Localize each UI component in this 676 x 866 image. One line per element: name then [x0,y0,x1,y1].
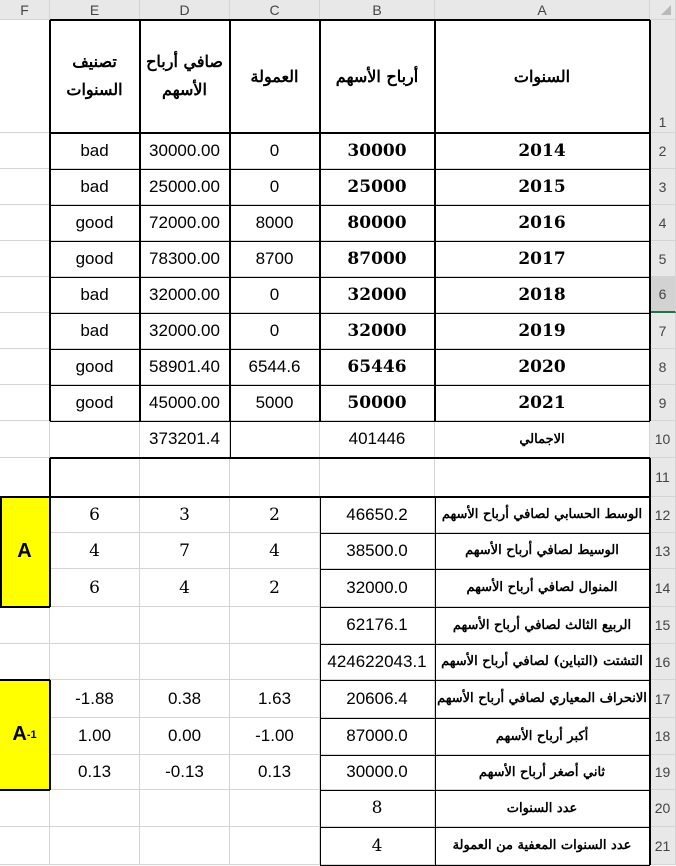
stat-d-cell[interactable]: 4 [140,569,230,607]
cell-f4[interactable] [0,205,50,241]
border-line [0,789,50,791]
border-line [49,458,51,497]
stat-c-cell[interactable]: 2 [230,569,320,607]
row-header-5[interactable]: 5 [650,241,676,277]
net-dividend-cell[interactable]: 58901.40 [140,349,230,385]
stat-label-cell[interactable]: الوسط الحسابي لصافي أرباح الأسهم [435,497,650,533]
border-line [0,496,50,498]
net-dividend-cell[interactable]: 32000.00 [140,313,230,349]
cell-f7[interactable] [0,313,50,349]
row-header-7[interactable]: 7 [650,313,676,349]
classification-cell[interactable]: bad [50,277,140,313]
net-dividend-cell[interactable]: 25000.00 [140,169,230,205]
dividend-cell[interactable]: 25000 [320,169,435,205]
stat-value-cell[interactable]: 8 [320,790,435,827]
net-dividend-cell[interactable]: 78300.00 [140,241,230,277]
cell-f6[interactable] [0,277,50,313]
stat-label-cell[interactable]: أكبر أرباح الأسهم [435,718,650,755]
stat-e-cell[interactable] [50,790,140,827]
row-header-14[interactable]: 14 [650,569,676,607]
stat-value-cell[interactable]: 32000.0 [320,569,435,607]
net-dividend-cell[interactable]: 72000.00 [140,205,230,241]
classification-cell[interactable]: bad [50,313,140,349]
net-dividend-cell[interactable]: 45000.00 [140,385,230,421]
stat-c-cell[interactable] [230,827,320,865]
net-dividend-cell[interactable]: 30000.00 [140,133,230,169]
row-header-18[interactable]: 18 [650,718,676,755]
cell-f5[interactable] [0,241,50,277]
classification-cell[interactable]: good [50,205,140,241]
cell-f9[interactable] [0,385,50,421]
border-line [320,644,650,645]
total-net-dividends[interactable]: 373201.4 [140,421,230,458]
cell-d11[interactable] [140,458,230,497]
stat-d-cell[interactable]: 7 [140,533,230,569]
classification-cell[interactable]: good [50,349,140,385]
stat-e-cell[interactable] [50,644,140,680]
cell-f11[interactable] [0,458,50,497]
stat-e-cell[interactable] [50,607,140,644]
stat-c-cell[interactable]: -1.00 [230,718,320,755]
stat-e-cell[interactable]: 0.13 [50,755,140,790]
stat-d-cell[interactable] [140,644,230,680]
stat-d-cell[interactable] [140,790,230,827]
stat-value-cell[interactable]: 20606.4 [320,680,435,718]
border-line [320,569,650,570]
row-header-4[interactable]: 4 [650,205,676,241]
column-header-f[interactable]: F [0,0,50,20]
stat-d-cell[interactable]: 0.00 [140,718,230,755]
commission-cell[interactable]: 6544.6 [230,349,320,385]
dividend-cell[interactable]: 32000 [320,313,435,349]
header-dividends[interactable]: أرباح الأسهم [320,20,435,133]
row-header-15[interactable]: 15 [650,607,676,644]
matrix-a-inverse-base: A [12,723,27,745]
stat-e-cell[interactable] [50,827,140,865]
commission-cell[interactable]: 0 [230,133,320,169]
stat-value-cell[interactable]: 4 [320,827,435,865]
stat-c-cell[interactable] [230,607,320,644]
row-header-8[interactable]: 8 [650,349,676,385]
commission-cell[interactable]: 5000 [230,385,320,421]
border-line [435,497,436,865]
stat-c-cell[interactable] [230,790,320,827]
border-line [320,755,650,756]
border-line [49,20,51,421]
border-line [49,497,51,607]
year-cell[interactable]: 2020 [435,349,650,385]
stat-label-cell[interactable]: التشتت (التباين) لصافي أرباح الأسهم [435,644,650,680]
stat-e-cell[interactable]: -1.88 [50,680,140,718]
border-line [320,497,321,865]
cell-f10[interactable] [0,421,50,458]
column-header-c[interactable]: C [230,0,320,20]
commission-cell[interactable]: 0 [230,313,320,349]
stat-c-cell[interactable]: 2 [230,497,320,533]
column-header-d[interactable]: D [140,0,230,20]
header-commission[interactable]: العمولة [230,20,320,133]
border-line [649,20,651,421]
classification-cell[interactable]: bad [50,133,140,169]
border-line [320,718,650,719]
border-line [50,457,650,459]
dividend-cell[interactable]: 30000 [320,133,435,169]
row-header-17[interactable]: 17 [650,680,676,718]
dividend-cell[interactable]: 32000 [320,277,435,313]
stat-c-cell[interactable]: 4 [230,533,320,569]
border-line [139,20,141,421]
stat-value-cell[interactable]: 87000.0 [320,718,435,755]
cell-f16[interactable] [0,644,50,680]
stat-label-cell[interactable]: المنوال لصافي أرباح الأسهم [435,569,650,607]
cell-f15[interactable] [0,607,50,644]
border-line [0,606,50,608]
select-all-triangle-icon [661,5,671,15]
dividend-cell[interactable]: 87000 [320,241,435,277]
stat-label-cell[interactable]: عدد السنوات المعفية من العمولة [435,827,650,865]
matrix-a-inverse-label[interactable] [0,680,50,790]
stat-label-cell[interactable]: ثاني أصغر أرباح الأسهم [435,755,650,790]
row-header-21[interactable]: 21 [650,827,676,865]
commission-cell[interactable]: 8000 [230,205,320,241]
border-line [434,20,436,421]
year-cell[interactable]: 2021 [435,385,650,421]
border-line [229,20,231,421]
row-header-2[interactable]: 2 [650,133,676,169]
select-all-corner[interactable] [650,0,676,20]
stat-c-cell[interactable] [230,644,320,680]
row-header-1[interactable]: 1 [650,20,676,133]
classification-cell[interactable]: good [50,385,140,421]
stat-label-cell[interactable]: الربيع الثالث لصافي أرباح الأسهم [435,607,650,644]
stat-d-cell[interactable]: 0.38 [140,680,230,718]
dividend-cell[interactable]: 65446 [320,349,435,385]
cell-a11[interactable] [435,458,650,497]
row-header-11[interactable]: 11 [650,458,676,497]
stat-c-cell[interactable]: 1.63 [230,680,320,718]
cell-c10[interactable] [230,421,320,458]
cell-b11[interactable] [320,458,435,497]
total-dividends[interactable]: 401446 [320,421,435,458]
row-header-12[interactable]: 12 [650,497,676,533]
border-line [320,827,650,828]
stat-d-cell[interactable]: 3 [140,497,230,533]
stat-label-cell[interactable]: الانحراف المعياري لصافي أرباح الأسهم [435,680,650,718]
stat-label-cell[interactable]: عدد السنوات [435,790,650,827]
net-dividend-cell[interactable]: 32000.00 [140,277,230,313]
stat-c-cell[interactable]: 0.13 [230,755,320,790]
border-line [50,496,650,498]
border-line [320,680,650,681]
border-line [320,607,650,608]
year-cell[interactable]: 2016 [435,205,650,241]
matrix-a-label[interactable]: A [0,497,50,607]
border-line [0,497,2,607]
classification-cell[interactable]: bad [50,169,140,205]
stat-e-cell[interactable]: 4 [50,533,140,569]
commission-cell[interactable]: 0 [230,169,320,205]
year-cell[interactable]: 2017 [435,241,650,277]
border-line [49,680,51,790]
matrix-a-inverse-exponent: -1 [26,728,37,741]
year-cell[interactable]: 2019 [435,313,650,349]
classification-cell[interactable]: good [50,241,140,277]
border-line [320,533,650,534]
stat-d-cell[interactable] [140,607,230,644]
cell-f8[interactable] [0,349,50,385]
row-header-10[interactable]: 10 [650,421,676,458]
border-line [50,421,650,422]
header-years[interactable]: السنوات [435,20,650,133]
year-cell[interactable]: 2014 [435,133,650,169]
column-header-e[interactable]: E [50,0,140,20]
stat-label-cell[interactable]: الوسيط لصافي أرباح الأسهم [435,533,650,569]
header-year-classification[interactable]: تصنيف السنوات [50,20,140,133]
border-line [0,679,50,681]
cell-f20[interactable] [0,790,50,827]
dividend-cell[interactable]: 80000 [320,205,435,241]
row-header-3[interactable]: 3 [650,169,676,205]
border-line [649,497,651,865]
commission-cell[interactable]: 0 [230,277,320,313]
year-cell[interactable]: 2018 [435,277,650,313]
commission-cell[interactable]: 8700 [230,241,320,277]
stat-e-cell[interactable]: 6 [50,569,140,607]
border-line [319,20,321,421]
stat-value-cell[interactable]: 46650.2 [320,497,435,533]
cell-c11[interactable] [230,458,320,497]
row-header-9[interactable]: 9 [650,385,676,421]
stat-value-cell[interactable]: 30000.0 [320,755,435,790]
row-header-20[interactable]: 20 [650,790,676,827]
cell-e11[interactable] [50,458,140,497]
border-line [320,790,650,791]
stat-value-cell[interactable]: 62176.1 [320,607,435,644]
stat-value-cell[interactable]: 424622043.1 [320,644,435,680]
row-header-19[interactable]: 19 [650,755,676,790]
cell-f1[interactable] [0,20,50,133]
column-header-a[interactable]: A [435,0,650,20]
dividend-cell[interactable]: 50000 [320,385,435,421]
row-header-6[interactable]: 6 [650,277,676,313]
cell-f2[interactable] [0,133,50,169]
row-header-16[interactable]: 16 [650,644,676,680]
stat-value-cell[interactable]: 38500.0 [320,533,435,569]
stat-d-cell[interactable]: -0.13 [140,755,230,790]
cell-f21[interactable] [0,827,50,865]
cell-e10[interactable] [50,421,140,458]
total-label[interactable]: الاجمالي [435,421,650,458]
year-cell[interactable]: 2015 [435,169,650,205]
border-line [649,458,651,497]
stat-d-cell[interactable] [140,827,230,865]
row-header-13[interactable]: 13 [650,533,676,569]
column-header-b[interactable]: B [320,0,435,20]
header-net-dividends[interactable]: صافي أرباح الأسهم [140,20,230,133]
stat-e-cell[interactable]: 6 [50,497,140,533]
border-line [230,421,231,458]
cell-f3[interactable] [0,169,50,205]
stat-e-cell[interactable]: 1.00 [50,718,140,755]
